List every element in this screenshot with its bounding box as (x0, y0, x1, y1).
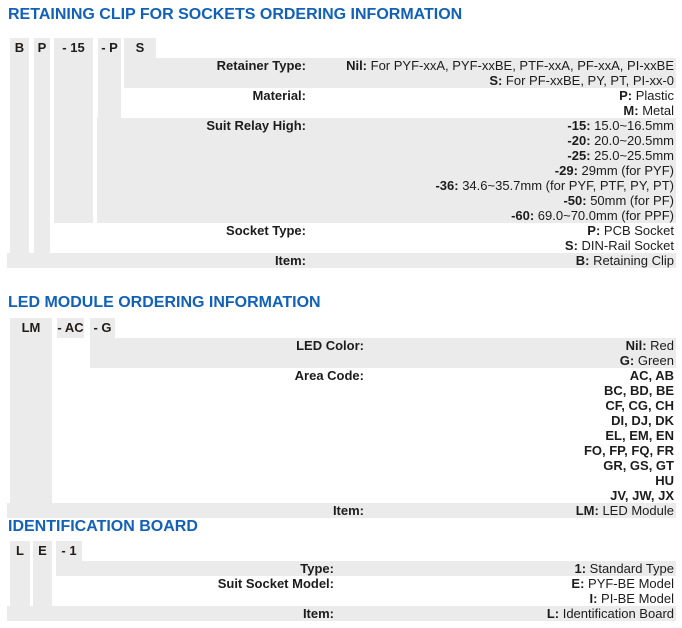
row-value (555, 163, 674, 178)
row-value (547, 606, 674, 621)
row-label: Socket Type: (226, 223, 306, 238)
value-key: B: (575, 253, 590, 268)
code-box-label: - P (101, 40, 118, 55)
value-key: DI, DJ, DK (611, 413, 674, 428)
value-desc: PYF-BE Model (584, 576, 674, 591)
block-suit-relay-high (0, 118, 682, 223)
spec-row (0, 413, 682, 428)
value-key: AC, AB (629, 368, 674, 383)
value-key: M: (623, 103, 639, 118)
spec-row (0, 428, 682, 443)
spec-row (0, 503, 682, 518)
spec-row (0, 368, 682, 383)
block-type (0, 561, 682, 576)
row-value (623, 103, 674, 118)
spec-row (0, 473, 682, 488)
value-desc: For PF-xxBE, PY, PT, PI-xx-0 (502, 73, 674, 88)
spec-row (0, 133, 682, 148)
spec-row (0, 58, 682, 73)
value-key: -36: (435, 178, 459, 193)
row-value (604, 383, 674, 398)
block-material (0, 88, 682, 118)
value-desc: Plastic (632, 88, 674, 103)
block-socket-type (0, 223, 682, 253)
value-desc: Identification Board (559, 606, 674, 621)
code-box-label: B (14, 40, 25, 55)
value-desc: Metal (638, 103, 674, 118)
code-column-led-color (90, 318, 115, 338)
value-key: EL, EM, EN (605, 428, 674, 443)
code-box-label: - 1 (61, 543, 77, 558)
code-box-label: - 15 (62, 40, 85, 55)
row-value (576, 503, 674, 518)
row-label: LED Color: (296, 338, 364, 353)
row-value (620, 353, 674, 368)
value-key: -25: (567, 148, 591, 163)
value-key: LM: (575, 503, 599, 518)
section-title-led-module: LED MODULE ORDERING INFORMATION (8, 294, 321, 311)
spec-row (0, 253, 682, 268)
led-module-ordering-diagram (0, 318, 682, 518)
code-box-label: P (37, 40, 47, 55)
row-value (655, 473, 674, 488)
spec-row (0, 238, 682, 253)
spec-row (0, 338, 682, 353)
row-value (567, 148, 674, 163)
row-value (584, 443, 674, 458)
value-desc: Green (634, 353, 674, 368)
value-key: -50: (563, 193, 587, 208)
value-key: CF, CG, CH (605, 398, 674, 413)
value-key: E: (571, 576, 585, 591)
code-column-retainer-type (124, 38, 156, 58)
value-key: -15: (567, 118, 591, 133)
row-label: Area Code: (294, 368, 364, 383)
spec-row (0, 73, 682, 88)
block-area-code (0, 368, 682, 503)
code-box-label: S (135, 40, 145, 55)
row-value (571, 576, 674, 591)
spec-row (0, 458, 682, 473)
value-key: 1: (574, 561, 587, 576)
value-key: P: (587, 223, 601, 238)
row-value (626, 338, 674, 353)
block-suit-socket-model (0, 576, 682, 606)
value-desc: For PYF-xxA, PYF-xxBE, PTF-xxA, PF-xxA, PI-xxBE (367, 58, 674, 73)
value-desc: DIN-Rail Socket (577, 238, 674, 253)
value-key: G: (619, 353, 635, 368)
value-key: S: (489, 73, 503, 88)
code-box-label: L (16, 543, 24, 558)
spec-row (0, 193, 682, 208)
spec-row (0, 353, 682, 368)
value-desc: Retaining Clip (589, 253, 674, 268)
spec-row (0, 223, 682, 238)
value-key: -60: (511, 208, 535, 223)
value-key: P: (619, 88, 633, 103)
value-key: Nil: (346, 58, 368, 73)
spec-row (0, 208, 682, 223)
value-desc: PI-BE Model (597, 591, 674, 606)
value-desc: 34.6~35.7mm (for PYF, PTF, PY, PT) (458, 178, 674, 193)
row-value (346, 58, 674, 73)
row-value (619, 88, 674, 103)
spec-row (0, 118, 682, 133)
row-value (563, 193, 674, 208)
row-label: Type: (300, 561, 334, 576)
retaining-clip-ordering-diagram (0, 38, 682, 273)
spec-row (0, 383, 682, 398)
value-key: -20: (567, 133, 591, 148)
spec-row (0, 178, 682, 193)
value-key: I: (589, 591, 598, 606)
spec-row (0, 88, 682, 103)
row-label: Retainer Type: (216, 58, 306, 73)
block-led-color (0, 338, 682, 368)
value-desc: 50mm (for PF) (586, 193, 674, 208)
block-item (0, 253, 682, 268)
block-item (0, 503, 682, 518)
row-label: Suit Relay High: (206, 118, 306, 133)
row-value (575, 561, 675, 576)
code-box-label: - G (93, 320, 112, 335)
row-value (565, 238, 674, 253)
value-key: GR, GS, GT (603, 458, 674, 473)
value-desc: 15.0~16.5mm (590, 118, 674, 133)
row-value (605, 428, 674, 443)
row-value (567, 118, 674, 133)
spec-row (0, 561, 682, 576)
spec-row (0, 163, 682, 178)
row-value (611, 413, 674, 428)
row-label: Suit Socket Model: (217, 576, 334, 591)
value-desc: Standard Type (586, 561, 674, 576)
section-title-identification-board: IDENTIFICATION BOARD (8, 518, 198, 535)
value-key: L: (546, 606, 560, 621)
spec-row (0, 148, 682, 163)
row-value (435, 178, 674, 193)
code-box-label: E (38, 543, 47, 558)
spec-row (0, 103, 682, 118)
row-value (630, 368, 674, 383)
row-label: Material: (252, 88, 306, 103)
spec-row (0, 606, 682, 621)
row-label: Item: (302, 606, 334, 621)
spec-row (0, 576, 682, 591)
value-desc: 69.0~70.0mm (for PPF) (534, 208, 674, 223)
code-box-label: - AC (57, 320, 84, 335)
spec-row (0, 443, 682, 458)
row-label: Item: (332, 503, 364, 518)
value-key: -29: (554, 163, 578, 178)
code-column-area-code (57, 318, 84, 338)
block-item (0, 606, 682, 621)
value-desc: Red (646, 338, 674, 353)
code-column-type (56, 541, 82, 561)
value-desc: LED Module (598, 503, 674, 518)
value-key: HU (655, 473, 674, 488)
value-desc: 29mm (for PYF) (577, 163, 674, 178)
spec-row (0, 591, 682, 606)
value-key: FO, FP, FQ, FR (583, 443, 674, 458)
spec-row (0, 398, 682, 413)
row-value (610, 488, 674, 503)
identification-board-diagram (0, 541, 682, 621)
value-desc: 25.0~25.5mm (590, 148, 674, 163)
row-value (603, 458, 674, 473)
value-desc: 20.0~20.5mm (590, 133, 674, 148)
code-box-label: LM (21, 320, 41, 335)
value-key: S: (564, 238, 578, 253)
spec-row (0, 488, 682, 503)
row-value (489, 73, 674, 88)
value-key: JV, JW, JX (610, 488, 674, 503)
row-value (589, 591, 674, 606)
row-value (511, 208, 674, 223)
row-value (567, 133, 674, 148)
block-retainer-type (0, 58, 682, 88)
value-key: Nil: (625, 338, 647, 353)
row-value (576, 253, 674, 268)
value-key: BC, BD, BE (603, 383, 674, 398)
value-desc: PCB Socket (600, 223, 674, 238)
section-title-retaining-clip: RETAINING CLIP FOR SOCKETS ORDERING INFORMATION (8, 6, 463, 23)
row-value (587, 223, 674, 238)
row-value (605, 398, 674, 413)
row-label: Item: (274, 253, 306, 268)
